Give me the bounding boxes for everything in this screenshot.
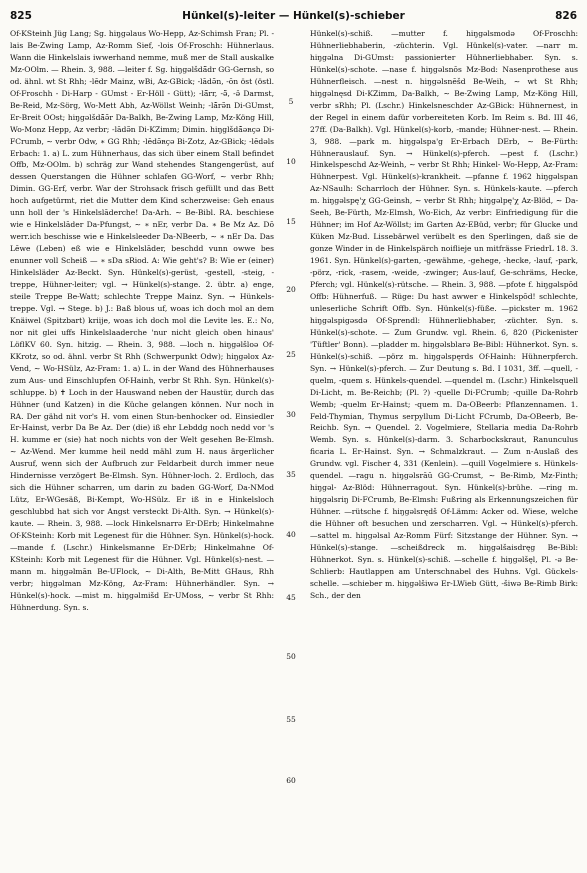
- left-column: [10, 28, 274, 866]
- line-number: 30: [286, 410, 296, 419]
- line-number: 25: [286, 350, 296, 359]
- line-number: 35: [286, 470, 296, 479]
- left-column-text: Of-KSteinh Jüg Lang; Sg. hiŋgəlaus Wo-Hepp, Az-Schimsh Fran; Pl. -lais Be-Zwing Lamp, Az-Romm Sief, -lois Of-Froschh: Hühnerlaus. Wann die Hinkelslais iwwerhand nemme, muß mer de Stall auskalke Mz-OOlm. — Rhein. 3, 988. —leiter f. Sg. hiŋgəlšdā̃dr GG-Gernsh, so od. ähnl. wt St Rhh; -lēdr Mainz, wBi, Az-GBick; -lādə̃n, -ōn öst (östl. Of-Froschh - Di-Harp - GUmst - Er-Höll - Gütt); -lā̃rr, -ə̄̃, -ə̄ Darmst, Be-Reid, Mz-Sörg, Wo-Mett Abh, Az-Wöllst Weinh; -lā̃rə̃n Di-GUmst, Er-Breit OOst; hiŋgəlšdā̃ə̃r Da-Balkh, Be-Zwing Lamp, Mz-Köng Hill, Wo-Monz Hepp, Az verbr; -lādə̃n Di-KZimm; Dimin. hiŋglšdā̃əʀçə Di-FCrumb, ∼ verbr Odw, ∗ GG Rhh; -lēdə̃ʀçə Bi-Zotz, Az-GBick; -lēdəls Erbach: 1. a) L. zum Hühnerhaus, das sich über einem Stall befindet Offb, Mz-OOlm. b) schräg zur Wand stehendes Stangengerüst, auf dessen Querstangen die Hühner schlafen GG-Worf, ∼ verbr Rhh; Dimin. GG-Erf, verbr. War der Strohsack frisch gefüllt und das Bett hoch aufgetürmt, riet die Mutter dem Kind scherzweise: Geh enaus unn holl der 's Hinkelslāderche! Da-Arh. ∼ Be-Bibl. RA. beschiese wie e Hinkelslāder Da-Pfungst, ∼ ∗ nEr, verbr Da. ∗ Be Mz Az. Dō werr.ich beschisse wie e Hinkelsleeder Da-NBeerb, ∼ ∗ nEr Da. Das Lēwe (Leben) eß wie e Hinkelslāder, beschdd vunn owwe bes enunner voll Scheiß — ∗ sDa sRiod. A: Wie geht's? B: Wie er (einer) Hinkelsläder Az-Beckt. Syn. Hünkel(s)-gerüst, -gestell, -steig, -treppe, Hühner-leiter; vgl. → Hünkel(s)-stange. 2. übtr. a) enge, steile Treppe Be-Watt; schlechte Treppe Mainz. Syn. → Hünkels-treppe. Vgl. → Stege. b) J.: Baß blous uf, woas ich doch mol an dem Knäiwel (Spitzbart) kriije, woas ich doch mol die Levite les. E.: No, nor nit glei uffs Hinkelslaaderche 'nur nicht gleich oben hinaus' LöflKV 60. Syn. hitzig. — Rhein. 3, 988. —loch n. hiŋgəlšloə Of-KKrotz, so od. ähnl. verbr St Rhh (Schwerpunkt Odw); hiŋgəlox Az-Vend, ∼ Wo-HSülz, Az-Fram: 1. a) L. in der Wand des Hühnerhauses zum Aus- und Einschlupfen Of-Hainh, verbr St Rhh. Syn. Hünkel(s)-schluppe. b) ✝ Loch in der Hauswand neben der Haustür, durch das Hühner (und Katzen) in die Küche gelangen können. Nur noch in RA. Der gähd nit vor's H. vom einen Stun-benhocker od. Einsiedler Er-Hainst, verbr Da Be Az. Der (die) iß ehr Lebddg noch nedd vor 's H. kumme er (sie) hat noch nichts von der Welt gesehen Be-Elmsh. ∼ Az-Wend. Mer kumme heil nedd mähl zum H. naus ärgerlicher Ausruf, wenn sich der Aufbruch zur Feldarbeit durch immer neue Hindernisse verzögert Be-Elmsh. Syn. Hühner-loch. 2. Erdloch, das sich die Hühner scharren, um darin zu baden GG-Worf, Da-NMod Lütz, Er-WGesäß, Bi-Kempt, Wo-HSülz. Er iß in e Hinkelsloch geschlubbd hat sich vor Angst versteckt Di-Alth. Syn. → Hünkel(s)-kaute. — Rhein. 3, 988. —lock Hinkelsnarrə Er-DErb; Hinkelmahne Of-KSteinh: Korb mit Legenest für die Hühner. Syn. Hünkel(s)-hock. —mande f. (Lschr.) Hinkelsmanne Er-DErb; Hinkelmahne Of-KSteinh: Korb mit Legenest für die Hühner. Vgl. Hünkel(s)-nest. —mann m. hiŋgəlmān Be-UFlock, ∼ Di-Alth, Be-Mitt GHaus, Rhh verbr; hiŋgəlman Mz-Köng, Az-Fram: Hühnerhändler. Syn. → Hünkel(s)-hock. —mist m. hiŋgəlmišd Er-UMoss, ∼ verbr St Rhh: Hühnerdung. Syn. s.: [10, 29, 274, 612]
- line-number: 20: [286, 285, 296, 294]
- page-number-left: 825: [10, 10, 32, 22]
- page-number-right: 826: [555, 10, 577, 22]
- line-number: 40: [286, 530, 296, 539]
- line-number: 45: [286, 593, 296, 602]
- right-column-text: Hünkel(s)-schiß. —mutter f. hiŋgəlsmodə Of-Froschh: Hühnerliebhaberin, -züchterin. Vgl. Hünkel(s)-vater. —narr m. hiŋgəlna Di-GUmst: passionierter Hühnerliebhaber. Syn. s. Hünkel(s)-schote. —nase f. hiŋgəlsnōs Mz-Bod: Nasenprothese aus Hühnerfleisch. —nest n. hiŋgəlsnēšd Be-Weih, ∼ wt St Rhh; hiŋgəlnęsd Di-KZimm, Da-Balkh, ∼ Be-Zwing Lamp, Mz-Köng Hill, verbr sRhh; Pl. (Lschr.) Hinkelsneschder Az-GBick: Hühnernest, in der Regel in einem dafür vorbereiteten Korb. Im Reim s. Bd. III 46, 27ff. (Da-Balkh). Vgl. Hünkel(s)-korb, -mande; Hühner-nest. — Rhein. 3, 988. —park m. hiŋgəlspa'g Er-Erbach DErb, ∼ Be-Fürth: Hühnerauslauf. Syn. → Hünkel(s)-pferch. —pest f. (Lschr.) Hinkelspeschd Az-Weinh, ∼ verbr St Rhh; Hinkel- Wo-Hepp, Az-Fram: Hühnerpest. Vgl. Hünkel(s)-krankheit. —pfanne f. 1962 hiŋgəlspan Az-NSaulh: Scharrloch der Hühner. Syn. s. Hünkels-kaute. —pferch m. hiŋgəlspę'χ GG-Geinsh, ∼ verbr St Rhh; hiŋgəlpę'χ Az-Blöd, ∼ Da-Seeh, Be-Fürth, Mz-Elmsh, Wo-Eich, Az verbr: Einfriedigung für die Hühner; im Hof Az-Wöllst; im Garten Az-EBüd, verbr; für Glucke und Küken Mz-Bud. Lissebärwel verübelt es den Sperlingen, daß sie de gonze Winder in de Hinkelspärch noiflieje un mitfrässe FriedrL 18. 3. 1961. Syn. Hünkel(s)-garten, -gewähme, -gehege, -hecke, -lauf, -park, -pörz, -rick, -rasem, -weide, -zwinger; Aus-lauf, Ge-schräms, Hecke, Pferch; vgl. Hünkel(s)-rütsche. — Rhein. 3, 988. —pfote f. hiŋgəlspōd Offb: Hühnerfuß. — Rüge: Du hast awwer e Hinkelspōd! schlechte, unleserliche Schrift Offb. Syn. Hünkel(s)-füße. —pickster m. 1962 hiŋgəlspigəsdə Of-Sprendl: Hühnerliebhaber, -züchter. Syn. s. Hünkel(s)-schote. — Zum Grundw. vgl. Rhein. 6, 820 (Pickenister 'Tüftler' Bonn). —pladder m. hiŋgəlsblarə Be-Bibl: Hühnerkot. Syn. s. Hünkel(s)-schiß. —pörz m. hiŋgəlspęrds Of-Hainh: Hühnerpferch. Syn. → Hünkel(s)-pferch. — Zur Deutung s. Bd. I 1031, 3ff. —quell, -quelm, -quem s. Hünkels-quendel. —quendel m. (Lschr.) Hinkelsquell Di-Licht, m. Be-Reichb; (Pl. ?) -quelle Di-FCrumb; -quille Da-Rohrb Wemb; -quelm Er-Hainst; -quem m. Da-OBeerb: Pflanzennamen. 1. Feld-Thymian, Thymus serpyllum Di-Licht FCrumb, Da-OBeerb, Be-Reichb. Syn. → Quendel. 2. Vogelmiere, Stellaria media Da-Rohrb Wemb. Syn. s. Hünkel(s)-darm. 3. Scharbockskraut, Ranunculus ficaria L. Er-Hainst. Syn. → Schmalzkraut. — Zum n-Auslaß des Grundw. vgl. Fischer 4, 331 (Kenlein). —quill Vogelmiere s. Hünkels-quendel. —ragu n. hiŋgəlsrāū GG-Crumst, ∼ Be-Rimb, Mz-Finth; hiŋgəl- Az-Blöd: Hühnerragout. Syn. Hünkel(s)-brühe. —ring m. hiŋgəlsriŋ Di-FCrumb, Be-Elmsh: Fußring als Erkennungszeichen für Hühner. —rütsche f. hiŋgəlsrędš Of-Lämm: Acker od. Wiese, welche die Hühner oft besuchen und zerscharren. Vgl. → Hünkel(s)-pferch. —sattel m. hiŋgəlsal Az-Romm Fürf: Sitzstange der Hühner. Syn. → Hünkel(s)-stange. —scheißdreck m. hiŋgəlšaisdręg Be-Bibl: Hühnerkot. Syn. s. Hünkel(s)-schiß. —schelle f. hiŋgəlšęl, Pl. -ə Be-Schlierb: Hautlappen am Unterschnabel des Huhns. Vgl. Gückels-schelle. —schieber m. hiŋgəlšiwə Er-LWieb Gütt, -šiwə Be-Rimb Birk: Sch., der den: [310, 29, 578, 600]
- right-column: [310, 28, 578, 866]
- line-number: 60: [286, 776, 296, 785]
- line-number: 5: [288, 97, 294, 106]
- running-title: Hünkel(s)-leiter — Hünkel(s)-schieber: [182, 10, 405, 22]
- line-number: 50: [286, 652, 296, 661]
- line-number: 15: [286, 217, 296, 226]
- line-number: 10: [286, 157, 296, 166]
- line-number: 55: [286, 715, 296, 724]
- page-header: [10, 10, 577, 26]
